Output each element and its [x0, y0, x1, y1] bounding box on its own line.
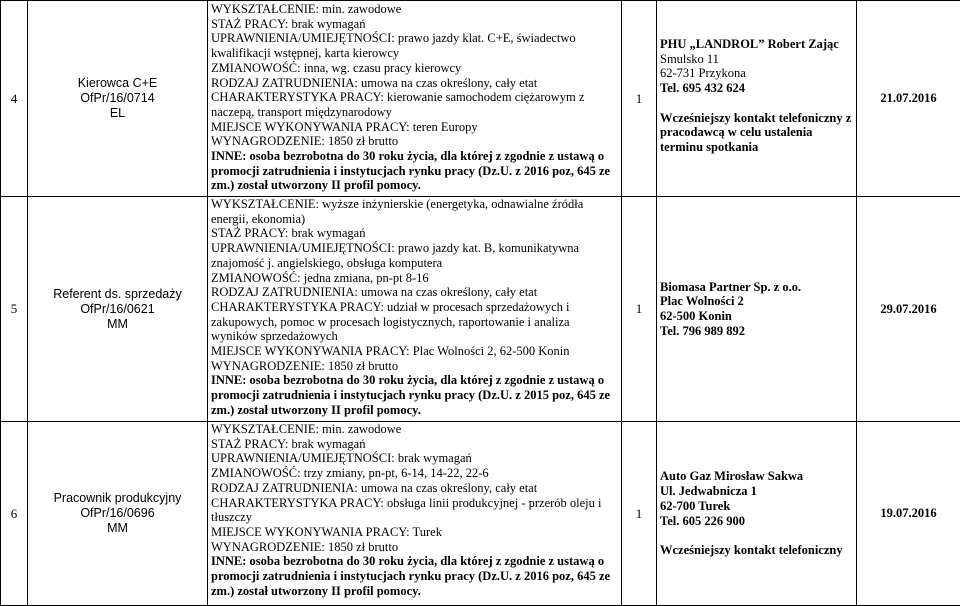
req-shifts: ZMIANOWOŚĆ: inna, wg. czasu pracy kierowcy — [211, 61, 619, 76]
req-employment-type: RODZAJ ZATRUDNIENIA: umowa na czas określony, cały etat — [211, 481, 619, 496]
employer-name: PHU „LANDROL” Robert Zając — [660, 37, 853, 52]
offer-code: OfPr/16/0621 — [28, 302, 207, 317]
vacancy-count: 1 — [622, 422, 657, 606]
offer-date: 19.07.2016 — [857, 422, 960, 606]
employer-street: Ul. Jedwabnicza 1 — [660, 484, 853, 499]
employer-phone: Tel. 605 226 900 — [660, 514, 853, 529]
req-qualifications: UPRAWNIENIA/UMIEJĘTNOŚCI: brak wymagań — [211, 451, 619, 466]
row-number: 5 — [1, 197, 28, 422]
req-qualifications: UPRAWNIENIA/UMIEJĘTNOŚCI: prawo jazdy klat. C+E, świadectwo kwalifikacji wstępnej, karta kierowcy — [211, 31, 619, 60]
req-job-description: CHARAKTERYSTYKA PRACY: obsługa linii produkcyjnej - przerób oleju i tłuszczy — [211, 496, 619, 525]
req-job-description: CHARAKTERYSTYKA PRACY: udział w procesach sprzedażowych i zakupowych, pomoc w procesach logistycznych, raportowanie i analiza wyników sprzedażowych — [211, 300, 619, 344]
offer-row-6 — [1, 422, 960, 606]
vacancy-count: 1 — [622, 197, 657, 422]
position-cell — [28, 422, 208, 606]
offer-row-4 — [1, 1, 960, 197]
row-number: 6 — [1, 422, 28, 606]
req-salary: WYNAGRODZENIE: 1850 zł brutto — [211, 540, 619, 555]
officer-initials: MM — [28, 317, 207, 332]
req-other: INNE: osoba bezrobotna do 30 roku życia, dla której z zgodnie z ustawą o promocji zatrudnienia i instytucjach rynku pracy (Dz.U. z 2016 poz, 645 ze zm.) został utworzony II profil pomocy. — [211, 149, 619, 193]
offer-code: OfPr/16/0714 — [28, 91, 207, 106]
row-number: 4 — [1, 1, 28, 197]
contact-note: Wcześniejszy kontakt telefoniczny — [660, 543, 853, 558]
offer-row-5 — [1, 197, 960, 422]
requirements-cell — [208, 1, 622, 197]
req-workplace: MIEJSCE WYKONYWANIA PRACY: teren Europy — [211, 120, 619, 135]
employer-name: Auto Gaz Mirosław Sakwa — [660, 469, 853, 484]
req-other: INNE: osoba bezrobotna do 30 roku życia, dla której z zgodnie z ustawą o promocji zatrudnienia i instytucjach rynku pracy (Dz.U. z 2015 poz, 645 ze zm.) został utworzony II profil pomocy. — [211, 373, 619, 417]
employer-phone: Tel. 796 989 892 — [660, 324, 853, 339]
req-employment-type: RODZAJ ZATRUDNIENIA: umowa na czas określony, cały etat — [211, 76, 619, 91]
req-experience: STAŻ PRACY: brak wymagań — [211, 226, 619, 241]
employer-cell — [657, 197, 857, 422]
employer-cell — [657, 422, 857, 606]
req-experience: STAŻ PRACY: brak wymagań — [211, 437, 619, 452]
req-employment-type: RODZAJ ZATRUDNIENIA: umowa na czas określony, cały etat — [211, 285, 619, 300]
employer-cell — [657, 1, 857, 197]
position-title: Referent ds. sprzedaży — [28, 287, 207, 302]
req-other: INNE: osoba bezrobotna do 30 roku życia, dla której z zgodnie z ustawą o promocji zatrudnienia i instytucjach rynku pracy (Dz.U. z 2016 poz, 645 ze zm.) został utworzony II profil pomocy. — [211, 554, 619, 598]
req-education: WYKSZTAŁCENIE: min. zawodowe — [211, 422, 619, 437]
contact-note: Wcześniejszy kontakt telefoniczny z pracodawcą w celu ustalenia terminu spotkania — [660, 111, 853, 155]
employer-city: 62-731 Przykona — [660, 66, 853, 81]
employer-city: 62-500 Konin — [660, 309, 853, 324]
requirements-cell — [208, 422, 622, 606]
position-title: Pracownik produkcyjny — [28, 491, 207, 506]
vacancy-count: 1 — [622, 1, 657, 197]
officer-initials: EL — [28, 106, 207, 121]
position-cell — [28, 197, 208, 422]
employer-phone: Tel. 695 432 624 — [660, 81, 853, 96]
officer-initials: MM — [28, 521, 207, 536]
employer-street: Plac Wolności 2 — [660, 294, 853, 309]
offer-date: 29.07.2016 — [857, 197, 960, 422]
requirements-cell — [208, 197, 622, 422]
employer-city: 62-700 Turek — [660, 499, 853, 514]
req-workplace: MIEJSCE WYKONYWANIA PRACY: Turek — [211, 525, 619, 540]
req-salary: WYNAGRODZENIE: 1850 zł brutto — [211, 134, 619, 149]
req-education: WYKSZTAŁCENIE: wyższe inżynierskie (energetyka, odnawialne źródła energii, ekonomia) — [211, 197, 619, 226]
employer-street: Smulsko 11 — [660, 52, 853, 67]
offer-code: OfPr/16/0696 — [28, 506, 207, 521]
employer-name: Biomasa Partner Sp. z o.o. — [660, 280, 853, 295]
offer-date: 21.07.2016 — [857, 1, 960, 197]
position-cell — [28, 1, 208, 197]
req-shifts: ZMIANOWOŚĆ: trzy zmiany, pn-pt, 6-14, 14-22, 22-6 — [211, 466, 619, 481]
req-job-description: CHARAKTERYSTYKA PRACY: kierowanie samochodem ciężarowym z naczepą, transport międzynarodowy — [211, 90, 619, 119]
req-salary: WYNAGRODZENIE: 1850 zł brutto — [211, 359, 619, 374]
req-workplace: MIEJSCE WYKONYWANIA PRACY: Plac Wolności 2, 62-500 Konin — [211, 344, 619, 359]
req-education: WYKSZTAŁCENIE: min. zawodowe — [211, 2, 619, 17]
req-qualifications: UPRAWNIENIA/UMIEJĘTNOŚCI: prawo jazdy kat. B, komunikatywna znajomość j. angielskiego, obsługa komputera — [211, 241, 619, 270]
req-shifts: ZMIANOWOŚĆ: jedna zmiana, pn-pt 8-16 — [211, 271, 619, 286]
req-experience: STAŻ PRACY: brak wymagań — [211, 17, 619, 32]
position-title: Kierowca C+E — [28, 76, 207, 91]
